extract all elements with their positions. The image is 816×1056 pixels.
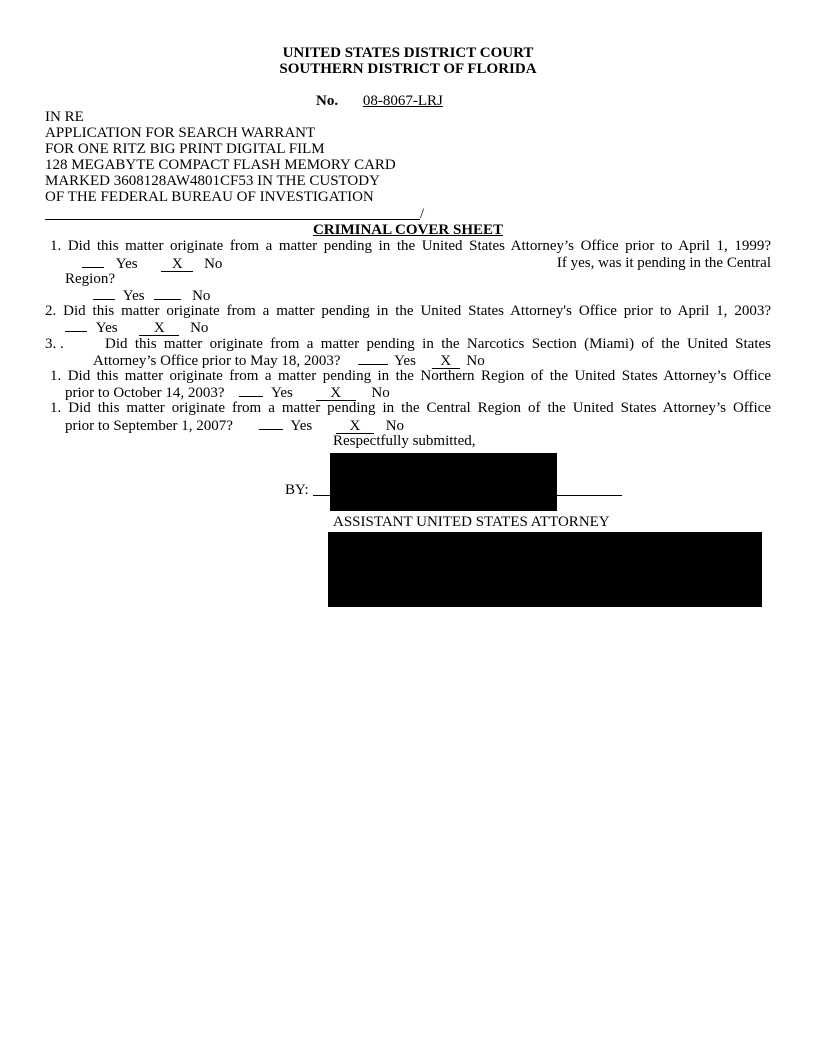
checkmark: X [336,420,374,434]
yes-label: Yes [394,353,416,369]
caption-line: 128 MEGABYTE COMPACT FLASH MEMORY CARD [45,157,396,173]
checkmark: X [316,387,356,401]
caption-line: OF THE FEDERAL BUREAU OF INVESTIGATION [45,189,374,205]
question-5-continuation: prior to September 1, 2007? [65,418,233,434]
yes-blank [358,352,388,365]
signature-line [313,495,330,496]
question-4-answer [65,384,390,401]
yes-label: Yes [115,256,138,272]
question-2-text: 2. Did this matter originate from a matter pending in the United States Attorney's Office prior to April 1, 2003? [45,303,771,319]
yes-blank [82,255,104,268]
question-1-text: 1. Did this matter originate from a matter pending in the United States Attorney’s Office prior to April 1, 1999? [50,238,771,254]
respectfully-submitted: Respectfully submitted, [333,433,476,449]
by-label: BY: [285,482,309,498]
redaction-box [328,532,762,607]
yes-label: Yes [290,418,313,434]
question-3-number: 3. . [45,336,64,352]
checkmark: X [432,355,460,369]
no-label: No [190,320,209,336]
no-label: No [385,418,405,434]
signature-line [557,495,622,496]
caption-line: FOR ONE RITZ BIG PRINT DIGITAL FILM [45,141,325,157]
yes-blank [239,384,263,397]
case-number-label: No. [316,93,339,109]
checkmark: X [161,258,193,272]
caption-line: MARKED 3608128AW4801CF53 IN THE CUSTODY [45,173,380,189]
yes-label: Yes [271,385,293,401]
caption-slash: / [420,206,425,222]
caption-line: IN RE [45,109,84,125]
no-label: No [466,353,485,369]
no-label: No [204,256,223,272]
yes-blank [65,319,87,332]
checkmark: X [139,322,179,336]
question-3-text: Did this matter originate from a matter pending in the Narcotics Section (Miami) of the United States [105,336,771,352]
court-name: UNITED STATES DISTRICT COURT [282,45,534,61]
question-3-continuation: Attorney’s Office prior to May 18, 2003? [93,353,341,369]
sheet-title: CRIMINAL COVER SHEET [312,222,504,238]
yes-label: Yes [122,288,145,304]
question-1-region: Region? [65,271,115,287]
case-number [316,93,511,109]
caption-line: APPLICATION FOR SEARCH WARRANT [45,125,316,141]
question-1b-answer [93,287,210,304]
no-label: No [192,288,211,304]
question-2-answer [65,319,208,336]
court-district: SOUTHERN DISTRICT OF FLORIDA [279,61,537,77]
question-4-text: 1. Did this matter originate from a matter pending in the Northern Region of the United States Attorney’s Office [50,368,771,384]
yes-blank [93,287,115,300]
question-1-answer [82,255,222,272]
yes-label: Yes [95,320,118,336]
question-5-text: 1. Did this matter originate from a matter pending in the Central Region of the United States Attorney’s Office [50,400,771,416]
question-5-answer [65,417,404,434]
case-number-value: 08-8067-LRJ [362,93,443,109]
question-3-answer [93,352,485,369]
redaction-box [330,453,557,511]
yes-blank [259,417,283,430]
question-4-continuation: prior to October 14, 2003? [65,385,225,401]
no-label: No [371,385,390,401]
question-1-followup: If yes, was it pending in the Central [556,255,771,271]
caption-rule [45,219,420,220]
no-blank [154,287,181,300]
signer-title: ASSISTANT UNITED STATES ATTORNEY [333,514,610,530]
